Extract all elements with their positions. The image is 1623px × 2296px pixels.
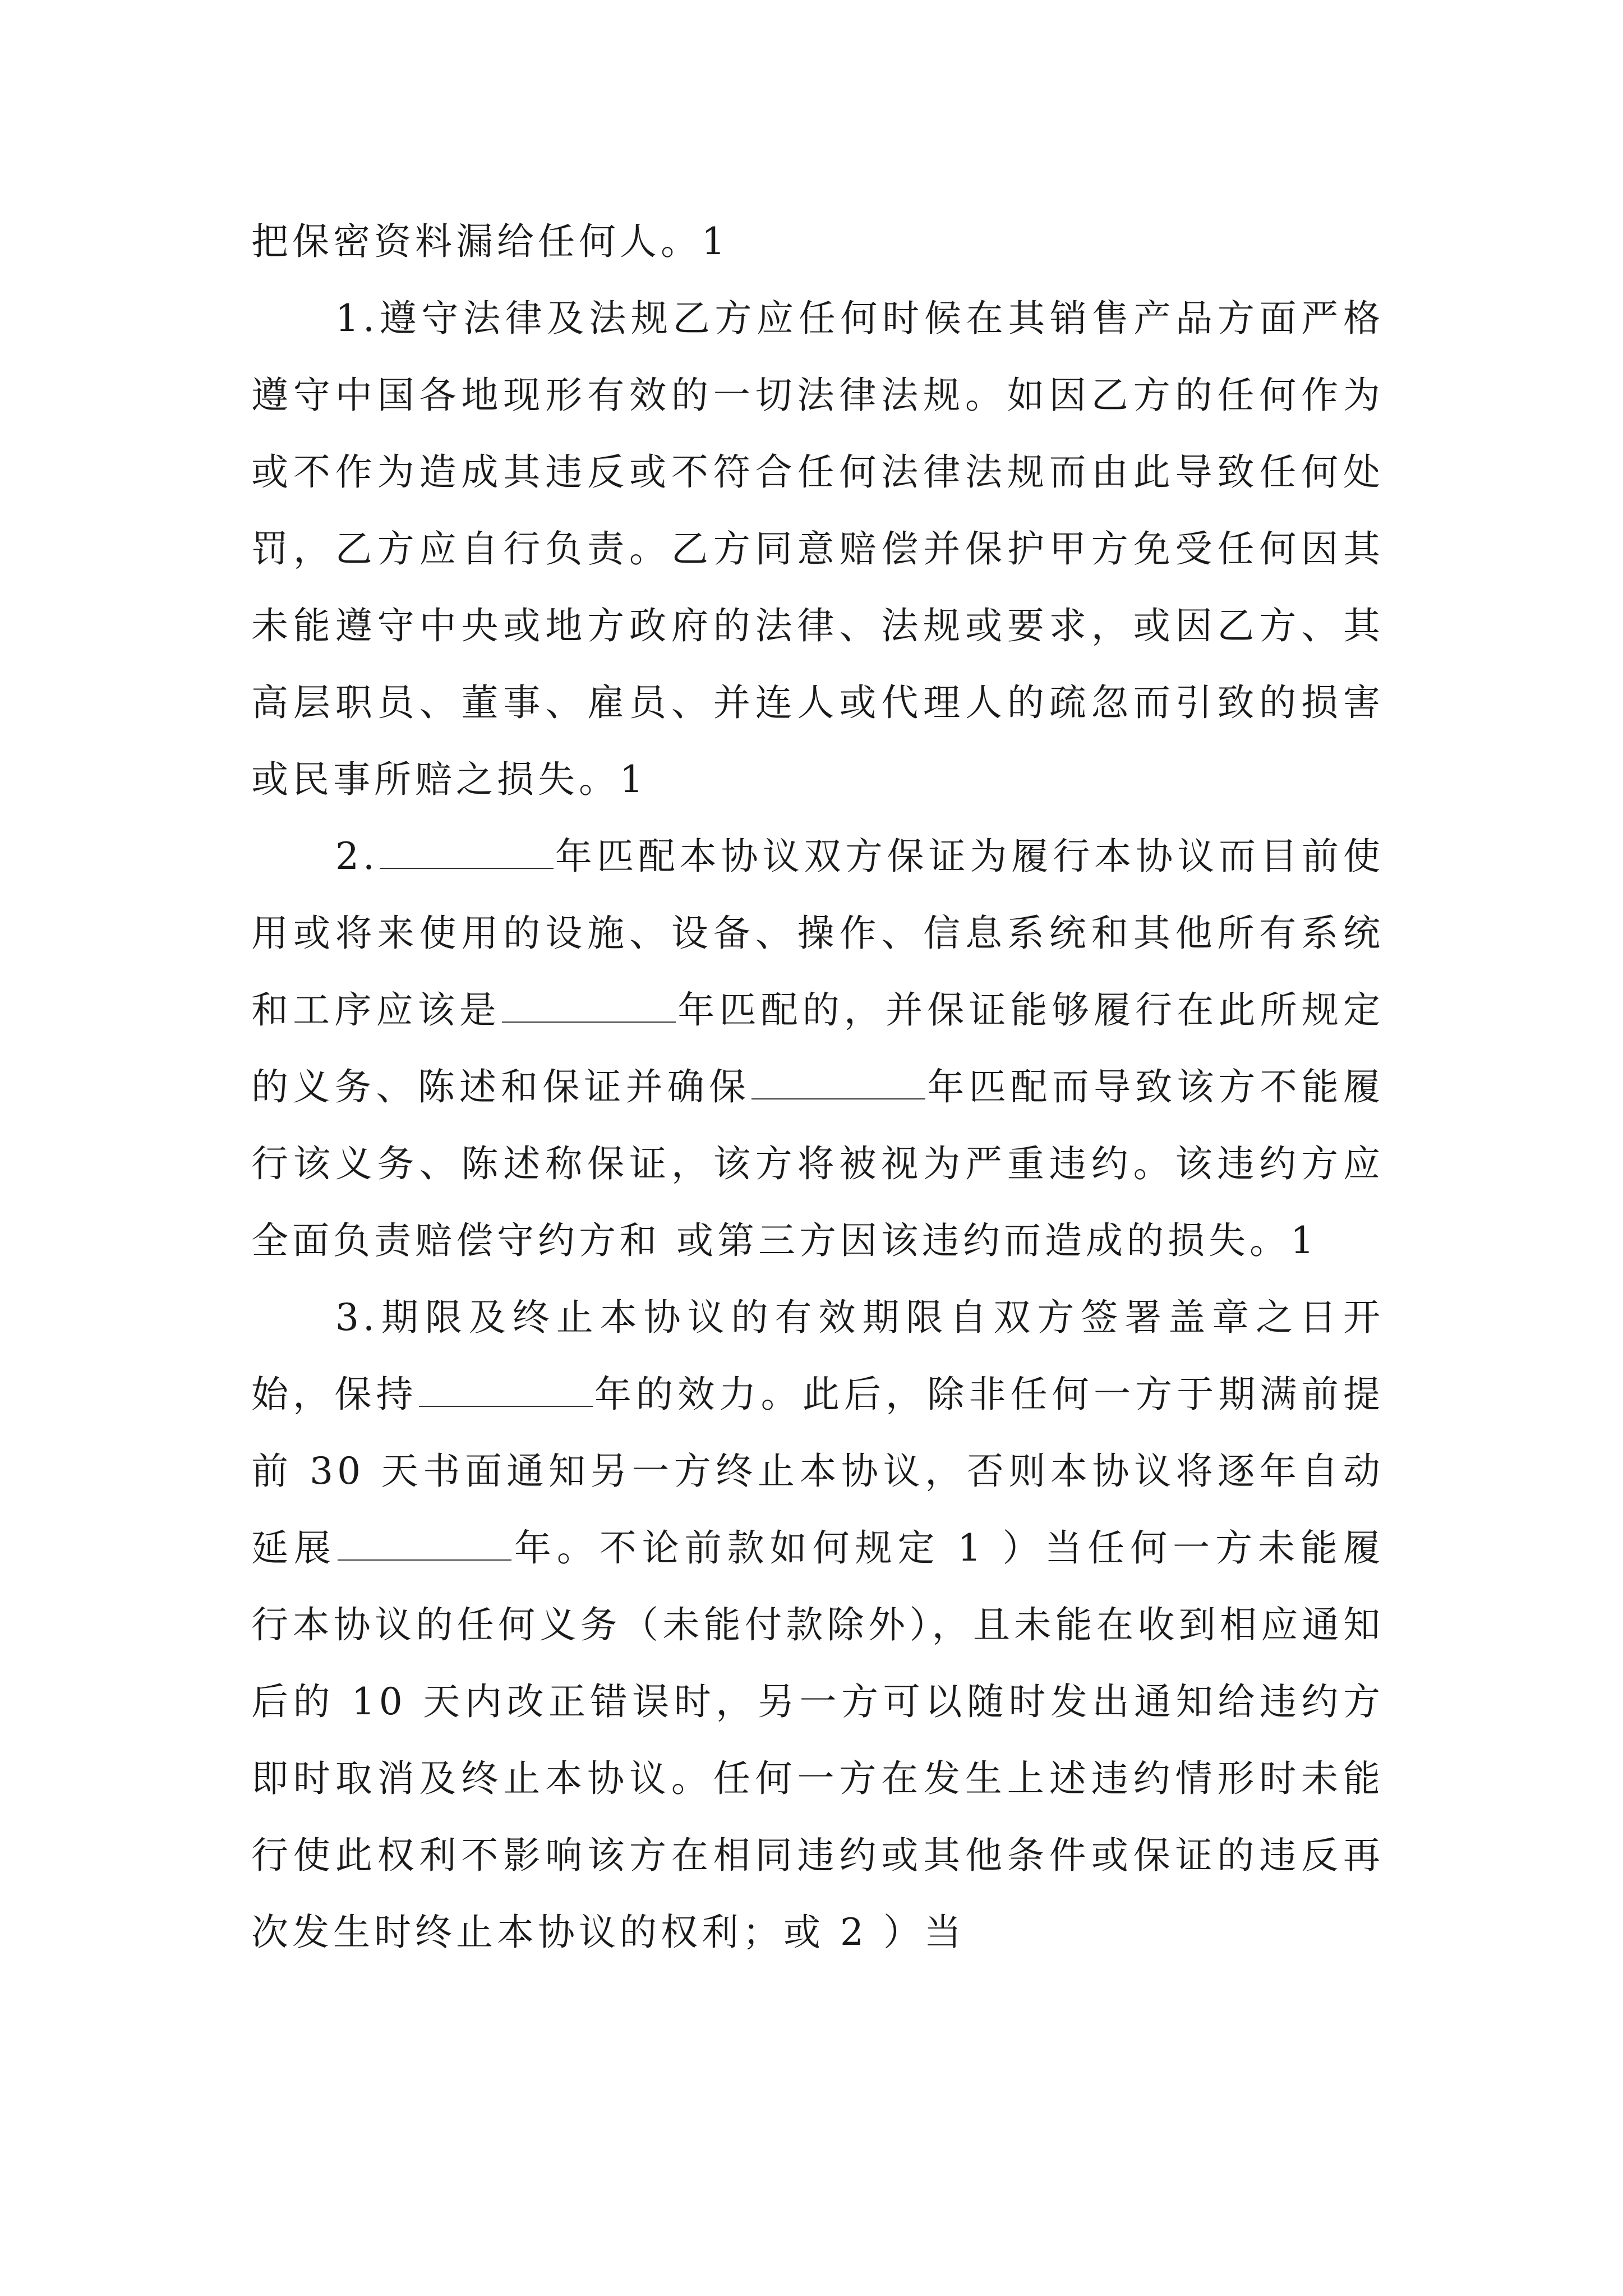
paragraph-text: 年匹配的，并保证能够履行在此所规定的义务、陈述和保证并确保 (251, 988, 1385, 1108)
blank-underline (751, 1098, 925, 1099)
paragraph-text: 年匹配本协议双方保证为履行本协议而目前使用或将来使用的设施、设备、操作、信息系统和其他所有系统和工序应该是 (251, 835, 1384, 1032)
blank-underline (502, 1021, 676, 1023)
paragraph-text: 年的效力。此后，除非任何一方于期满前提前 30 天书面通知另一方终止本协议，否则本协议将逐年自动延展 (251, 1373, 1385, 1570)
paragraph-law-compliance (251, 280, 1384, 818)
paragraph-text: 把保密资料漏给任何人。1 (251, 220, 729, 263)
document-body (251, 203, 1384, 1971)
paragraph-text: 年。不论前款如何规定 1 ）当任何一方未能履行本协议的任何义务（未能付款除外），且未能在收到相应通知后的 10 天内改正错误时，另一方可以随时发出通知给违约方即时取消及终止本协议。任何一方在发生上述违约情形时未能行使此权利不影响该方在相同违约或其他条件或保证的违反再次发生时终止本协议的权利；或 2 ）当 (251, 1526, 1385, 1954)
paragraph-text: 1.遵守法律及法规乙方应任何时候在其销售产品方面严格遵守中国各地现形有效的一切法律法规。如因乙方的任何作为或不作为造成其违反或不符合任何法律法规而由此导致任何处罚，乙方应自行负责。乙方同意赔偿并保护甲方免受任何因其未能遵守中央或地方政府的法律、法规或要求，或因乙方、其高层职员、董事、雇员、并连人或代理人的疏忽而引致的损害或民事所赔之损失。1 (251, 297, 1384, 801)
paragraph-text: 年匹配而导致该方不能履行该义务、陈述称保证，该方将被视为严重违约。该违约方应全面负责赔偿守约方和 或第三方因该违约而造成的损失。1 (251, 1065, 1385, 1262)
paragraph-year-matching (251, 818, 1384, 1279)
blank-underline (338, 1559, 511, 1561)
blank-underline (419, 1405, 593, 1407)
paragraph-confidential-end (251, 203, 1384, 280)
paragraph-text: 3.期限及终止本协议的有效期限自双方签署盖章之日开始，保持 (251, 1296, 1384, 1416)
paragraph-term-termination (251, 1279, 1384, 1971)
paragraph-text: 2. (335, 835, 379, 878)
blank-underline (380, 867, 554, 869)
